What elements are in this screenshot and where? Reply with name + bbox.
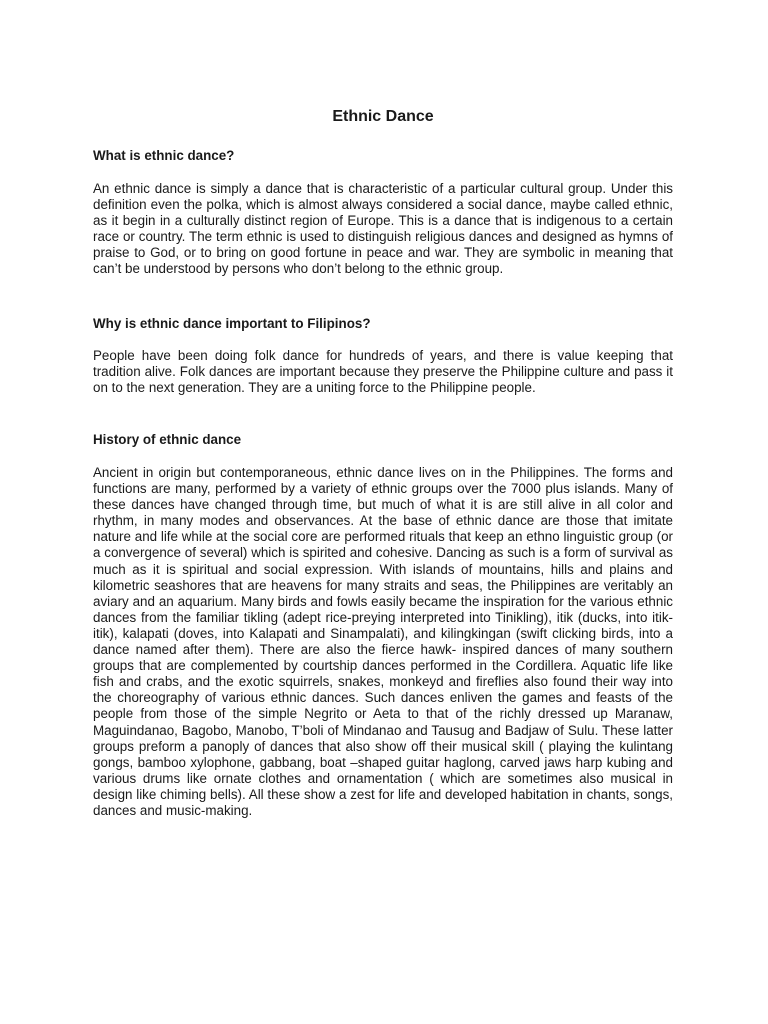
section-body-importance: People have been doing folk dance for hundreds of years, and there is value keeping that tradition alive. Folk dances are important because they preserve the Philippine culture and pass it on to the next generation. They are a uniting force to the Philippine people. — [93, 348, 673, 396]
section-heading-what-is: What is ethnic dance? — [93, 148, 235, 163]
section-heading-importance: Why is ethnic dance important to Filipinos? — [93, 316, 371, 331]
section-heading-history: History of ethnic dance — [93, 432, 242, 447]
section-body-history: Ancient in origin but contemporaneous, ethnic dance lives on in the Philippines. The forms and functions are many, performed by a variety of ethnic groups over the 7000 plus islands. Many of these dances have changed through time, but much of what it is are still alive in all color and rhythm, in many modes and observances. At the base of ethnic dance are those that imitate nature and life while at the social core are performed rituals that keep an ethno linguistic group (or a convergence of several) which is spirited and cohesive. Dancing as such is a form of survival as much as it is spiritual and social expression. With islands of mountains, hills and plains and kilometric seashores that are heavens for many straits and seas, the Philippines are veritably an aviary and an aquarium. Many birds and fowls easily became the inspiration for the various ethnic dances from the familiar tikling (adept rice-preying interpreted into Tinikling), itik (ducks, into itik-itik), kalapati (doves, into Kalapati and Sinampalati), and kilingkingan (swift clicking birds, into a dance named after them). There are also the fierce hawk- inspired dances of many southern groups that are complemented by courtship dances performed in the Cordillera. Aquatic life like fish and crabs, and the exotic squirrels, snakes, monkeyd and fireflies also found their way into the choreography of various ethnic dances. Such dances enliven the games and feasts of the people from those of the simple Negrito or Aeta to that of the richly dressed up Maranaw, Maguindanao, Bagobo, Manobo, T’boli of Mindanao and Tausug and Badjaw of Sulu. These latter groups preform a panoply of dances that also show off their musical skill ( playing the kulintang gongs, bamboo xylophone, gabbang, boat –shaped guitar haglong, carved jaws harp kubing and various drums like ornate clothes and ornamentation ( which are sometimes also musical in design like chiming bells). All these show a zest for life and developed habitation in chants, songs, dances and music-making. — [93, 465, 673, 818]
section-body-what-is: An ethnic dance is simply a dance that is characteristic of a particular cultural group. Under this definition even the polka, which is almost always considered a social dance, maybe called ethnic, as it begin in a culturally distinct region of Europe. This is a dance that is indigenous to a certain race or country. The term ethnic is used to distinguish religious dances and designed as hymns of praise to God, or to bring on good fortune in peace and war. They are symbolic in meaning that can’t be understood by persons who don’t belong to the ethnic group. — [93, 181, 673, 277]
document-title: Ethnic Dance — [332, 108, 434, 125]
